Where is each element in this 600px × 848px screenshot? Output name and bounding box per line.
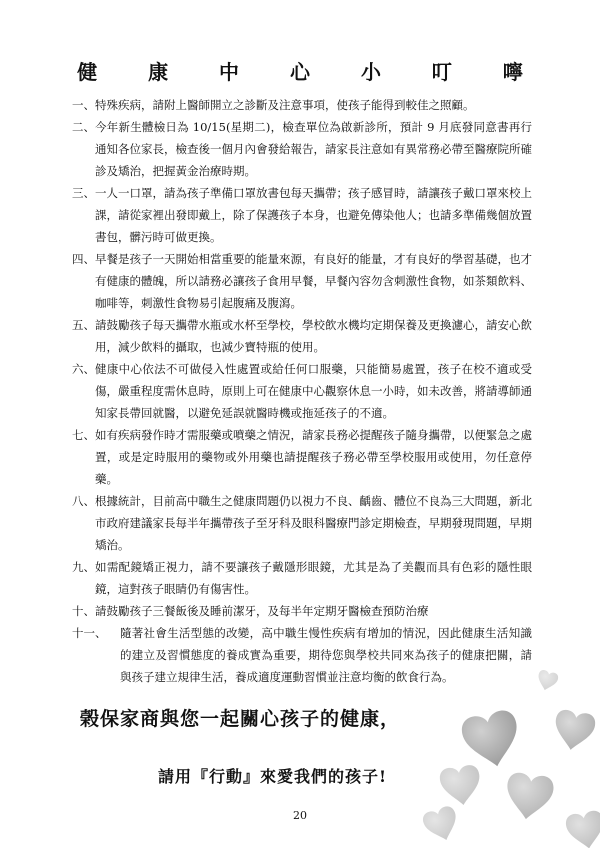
item-text: 如有疾病發作時才需服藥或噴藥之情況，請家長務必提醒孩子隨身攜帶，以便緊急之處置，或是定時服用的藥物或外用藥也請提醒孩子務必帶至學校服用或使用，勿任意停藥。 xyxy=(95,428,532,486)
list-item xyxy=(72,490,532,556)
item-number: 八、 xyxy=(72,494,95,508)
slogan-main: 榖保家商與您一起關心孩子的健康， xyxy=(80,708,401,730)
item-text: 如需配鏡矯正視力，請不要讓孩子戴隱形眼鏡，尤其是為了美觀而具有色彩的隱性眼鏡，這對孩子眼睛仍有傷害性。 xyxy=(95,560,532,596)
item-text: 請鼓勵孩子三餐飯後及睡前潔牙，及每半年定期牙醫檢查預防治療 xyxy=(95,604,429,618)
notice-list xyxy=(72,94,532,688)
list-item xyxy=(72,314,532,358)
item-text: 今年新生體檢日為 10/15(星期二)，檢查單位為啟新診所，預計 9 月底發同意書再行通知各位家長，檢查後一個月內會發給報告，請家長注意如有異常務必帶至醫療院所確診及矯治，把握黃金治療時期。 xyxy=(95,120,532,178)
item-number: 四、 xyxy=(72,252,95,266)
item-number: 七、 xyxy=(72,428,95,442)
item-number: 十一、 xyxy=(72,626,107,640)
item-number: 二、 xyxy=(72,120,95,134)
list-item xyxy=(72,358,532,424)
item-text: 健康中心依法不可做侵入性處置或給任何口服藥，只能簡易處置，孩子在校不適或受傷，嚴重程度需休息時，原則上可在健康中心觀察休息一小時，如未改善，將請導師通知家長帶回就醫，以避免延誤就醫時機或拖延孩子的不適。 xyxy=(95,362,532,420)
item-number: 十、 xyxy=(72,604,95,618)
item-number: 一、 xyxy=(72,98,95,112)
item-text: 隨著社會生活型態的改變，高中職生慢性疾病有增加的情況，因此健康生活知識的建立及習慣態度的養成實為重要，期待您與學校共同來為孩子的健康把關，請與孩子建立規律生活，養成適度運動習慣並注意均衡的飲食行為。 xyxy=(120,626,532,684)
heart-icon xyxy=(439,764,484,808)
item-text: 早餐是孩子一天開始相當重要的能量來源，有良好的能量，才有良好的學習基礎，也才有健康的體魄，所以請務必讓孩子食用早餐，早餐內容勿含刺激性食物，如茶類飲料、咖啡等，刺激性食物易引起腹痛及腹瀉。 xyxy=(95,252,532,310)
slogan-sub: 請用『行動』來愛我們的孩子! xyxy=(158,767,388,786)
item-number: 六、 xyxy=(72,362,95,376)
list-item xyxy=(72,94,532,116)
list-item xyxy=(72,556,532,600)
list-item xyxy=(72,182,532,248)
item-text: 特殊疾病，請附上醫師開立之診斷及注意事項，使孩子能得到較佳之照顧。 xyxy=(95,98,475,112)
list-item xyxy=(72,600,532,622)
item-text: 一人一口罩，請為孩子準備口罩放書包每天攜帶；孩子感冒時，請讓孩子戴口罩來校上課，請從家裡出發即戴上，除了保護孩子本身，也避免傳染他人；也請多準備幾個放置書包，髒污時可做更換。 xyxy=(95,186,532,244)
item-text: 請鼓勵孩子每天攜帶水瓶或水杯至學校，學校飲水機均定期保養及更換濾心，請安心飲用，減少飲料的攝取，也減少寶特瓶的使用。 xyxy=(95,318,532,354)
item-number: 九、 xyxy=(72,560,95,574)
list-item xyxy=(72,424,532,490)
page-number: 20 xyxy=(293,809,307,822)
list-item xyxy=(72,116,532,182)
item-number: 三、 xyxy=(72,186,95,200)
heart-icon xyxy=(459,708,524,772)
item-number: 五、 xyxy=(72,318,95,332)
heart-icon xyxy=(535,669,559,693)
heart-icon xyxy=(551,708,597,753)
list-item xyxy=(72,248,532,314)
page-title: 健 康 中 心 小 叮 嚀 xyxy=(77,60,545,84)
item-text: 根據統計，目前高中職生之健康問題仍以視力不良、齲齒、體位不良為三大問題，新北市政府建議家長每半年攜帶孩子至牙科及眼科醫療門診定期檢查，早期發現問題，早期矯治。 xyxy=(95,494,532,552)
